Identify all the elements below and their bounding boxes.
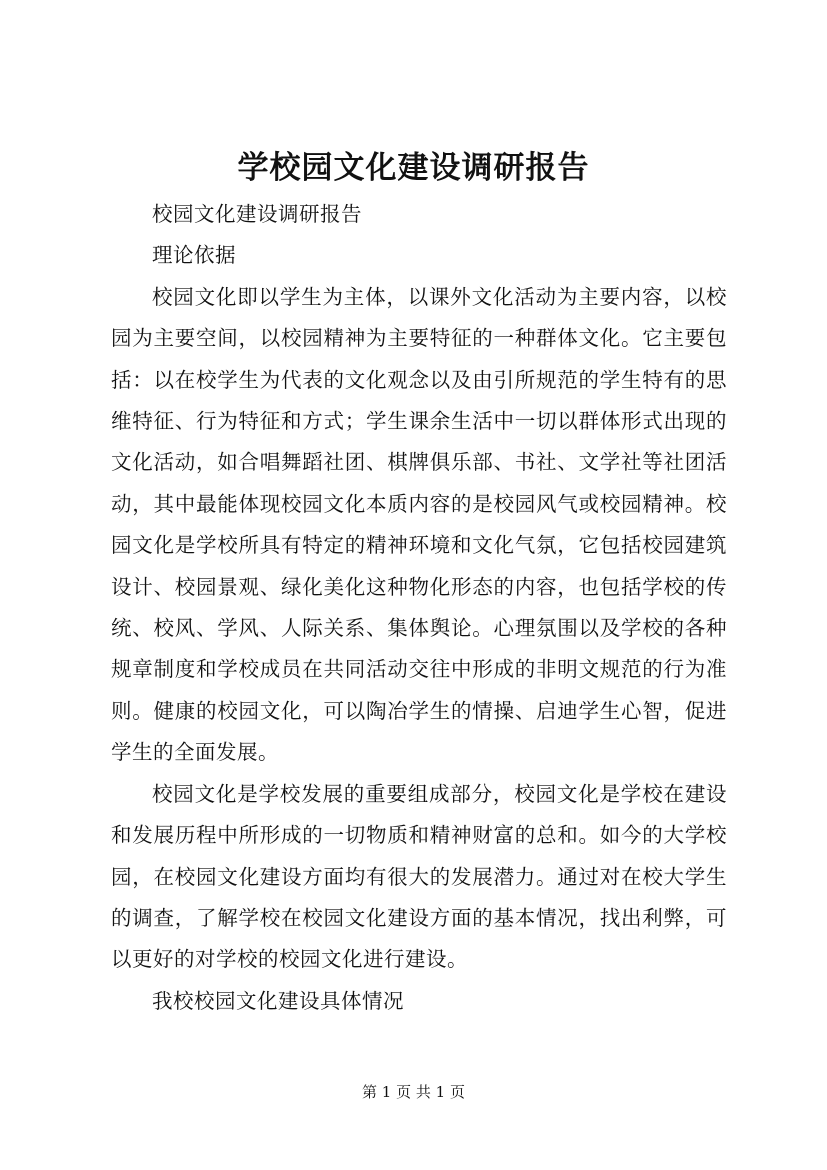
paragraph-body: 校园文化即以学生为主体，以课外文化活动为主要内容，以校园为主要空间，以校园精神为主要特征的一种群体文化。它主要包括：以在校学生为代表的文化观念以及由引所规范的学生特有的思维特征、行为特征和方式；学生课余生活中一切以群体形式出现的文化活动，如合唱舞蹈社团、棋牌俱乐部、书社、文学社等社团活动，其中最能体现校园文化本质内容的是校园风气或校园精神。校园文化是学校所具有特定的精神环境和文化气氛，它包括校园建筑设计、校园景观、绿化美化这种物化形态的内容，也包括学校的传统、校风、学风、人际关系、集体舆论。心理氛围以及学校的各种规章制度和学校成员在共同活动交往中形成的非明文规范的行为准则。健康的校园文化，可以陶冶学生的情操、启迪学生心智，促进学生的全面发展。 [111, 284, 727, 765]
page-number-footer: 第 1 页 共 1 页 [362, 1083, 465, 1101]
paragraph-section-heading: 理论依据 [152, 243, 236, 268]
paragraph-subtitle: 校园文化建设调研报告 [152, 202, 362, 226]
document-body [111, 194, 727, 1022]
paragraph-body: 校园文化是学校发展的重要组成部分，校园文化是学校在建设和发展历程中所形成的一切物质和精神财富的总和。如今的大学校园，在校园文化建设方面均有很大的发展潜力。通过对在校大学生的调查，了解学校在校园文化建设方面的基本情况，找出利弊，可以更好的对学校的校园文化进行建设。 [111, 781, 727, 972]
document-title: 学校园文化建设调研报告 [237, 150, 590, 186]
paragraph-section-heading: 我校校园文化建设具体情况 [152, 988, 404, 1013]
